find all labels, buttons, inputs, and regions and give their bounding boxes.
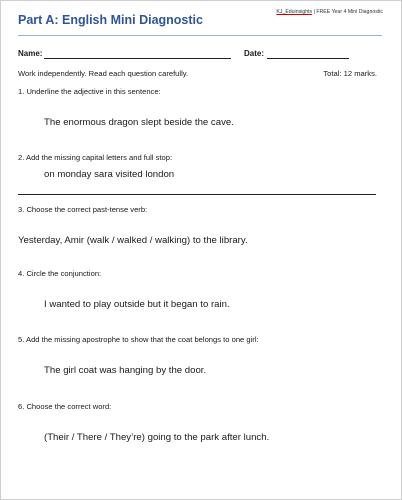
question-1-sentence: The enormous dragon slept beside the cave. (44, 117, 234, 128)
question-6-prompt: 6. Choose the correct word: (18, 402, 112, 411)
page-title: Part A: English Mini Diagnostic (18, 13, 203, 27)
question-3-prompt: 3. Choose the correct past-tense verb: (18, 205, 148, 214)
question-3-sentence: Yesterday, Amir (walk / walked / walking) to the library. (18, 235, 248, 246)
question-5-prompt: 5. Add the missing apostrophe to show that the coat belongs to one girl: (18, 335, 259, 344)
name-line[interactable] (44, 58, 231, 59)
instructions-text: Work independently. Read each question carefully. (18, 69, 189, 78)
date-label: Date: (244, 49, 265, 58)
brand-name: KJ_Eduinsights (276, 9, 313, 15)
question-6-sentence: (Their / There / They’re) going to the park after lunch. (44, 432, 270, 443)
question-1-prompt: 1. Underline the adjective in this sentence: (18, 87, 161, 96)
name-label: Name: (18, 49, 43, 58)
question-2-prompt: 2. Add the missing capital letters and full stop: (18, 153, 173, 162)
question-4-sentence: I wanted to play outside but it began to rain. (44, 299, 230, 310)
answer-line-2[interactable] (18, 194, 376, 195)
question-5-sentence: The girl coat was hanging by the door. (44, 365, 207, 376)
title-underline (18, 35, 382, 36)
date-line[interactable] (267, 58, 349, 59)
total-marks: Total: 12 marks. (323, 69, 377, 78)
question-2-sentence: on monday sara visited london (44, 169, 175, 180)
question-4-prompt: 4. Circle the conjunction: (18, 269, 102, 278)
brand-header (276, 9, 383, 15)
brand-suffix: | FREE Year 4 Mini Diagnostic (312, 9, 383, 15)
